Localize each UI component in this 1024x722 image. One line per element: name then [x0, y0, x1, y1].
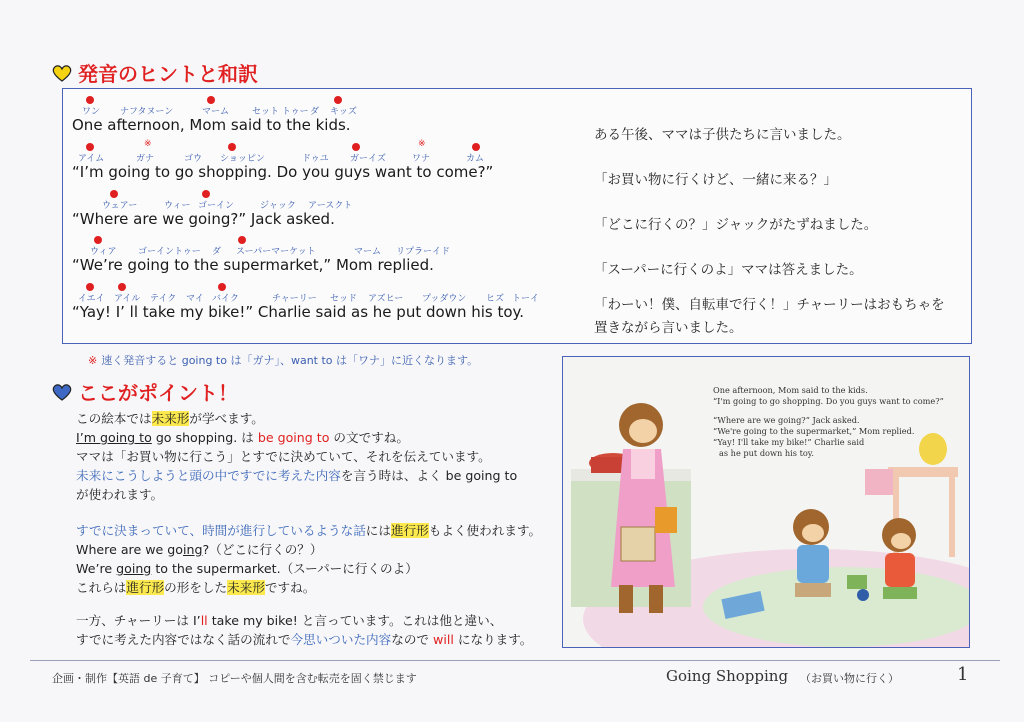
kana: ウィア	[90, 247, 117, 257]
japanese-translation: 「お買い物に行くけど、一緒に来る？」	[594, 172, 837, 188]
kana: ウェアー	[102, 201, 138, 211]
kana: ガーイズ	[350, 154, 386, 164]
kana: テイク	[150, 294, 177, 304]
kana: アイル	[114, 294, 141, 304]
sentence-row-5	[72, 283, 572, 327]
text: 一方、チャーリーは I’	[76, 613, 201, 628]
point-line-4	[76, 467, 517, 485]
note-mark: ※	[88, 354, 98, 367]
kana-guide	[72, 104, 592, 116]
kana: マイ	[186, 294, 204, 304]
section-heading-pronunciation	[52, 58, 258, 87]
highlight-text: 進行形	[390, 523, 429, 538]
footer-title: Going Shopping	[666, 667, 789, 685]
section-title: 発音のヒントと和訳	[78, 62, 258, 86]
highlight-text: 進行形	[126, 580, 165, 595]
caption-line: “We're going to the supermarket,” Mom replied.	[713, 426, 915, 436]
stress-dot	[86, 283, 94, 291]
stress-dot	[118, 283, 126, 291]
underlined-text: ing	[182, 542, 203, 557]
caption-line: One afternoon, Mom said to the kids.	[713, 385, 868, 395]
stress-dot	[472, 143, 480, 151]
stress-dot	[228, 143, 236, 151]
stress-dot	[202, 190, 210, 198]
blue-heart-icon	[52, 383, 72, 401]
note-mark: ※	[418, 139, 426, 149]
kana-guide	[72, 244, 592, 256]
stress-dot	[218, 283, 226, 291]
text: We’re	[76, 561, 117, 576]
text: go shopping. は	[151, 430, 258, 445]
kana: セッド	[330, 294, 358, 304]
kana: プッダウン	[422, 294, 467, 304]
kana: ジャック	[260, 201, 296, 211]
sentence-row-1	[72, 96, 592, 140]
stress-dots	[72, 236, 592, 244]
kana: ヒズ	[486, 294, 505, 304]
kana: リプラーイド	[396, 247, 451, 257]
kana: スーパーマーケット	[236, 247, 316, 257]
stress-dots	[72, 96, 592, 104]
pronunciation-note	[88, 352, 478, 368]
kana: ダ	[310, 107, 320, 117]
point-line-7	[76, 541, 322, 559]
sentence-row-2	[72, 139, 592, 187]
kana: ナフタヌーン	[120, 107, 174, 117]
kana: ゴウ	[184, 154, 203, 164]
kana-guide	[72, 151, 592, 163]
page-number: 1	[957, 664, 969, 685]
red-text: will	[433, 632, 454, 647]
stress-dot	[334, 96, 342, 104]
text: もよく使われます。	[428, 523, 542, 538]
blue-text: 今思いついた内容	[290, 632, 392, 647]
text: ですね。	[264, 580, 316, 595]
point-line-10	[76, 612, 502, 630]
kana: ガナ	[136, 154, 155, 164]
stress-dot	[86, 96, 94, 104]
yellow-heart-icon	[52, 64, 72, 82]
red-text: ll	[200, 613, 208, 628]
kana: マーム	[202, 107, 230, 117]
japanese-translation: 「スーパーに行くのよ」ママは答えました。	[594, 262, 863, 278]
kana: イエイ	[78, 294, 105, 304]
note-text: 速く発音すると going to は「ガナ」、want to は「ワナ」に近くなります。	[101, 354, 479, 367]
kana: ゴーイントゥー	[138, 247, 201, 257]
point-line-2	[76, 429, 409, 447]
kana: キッズ	[330, 107, 357, 117]
kana: セット トゥー	[252, 107, 309, 117]
kana: ワナ	[412, 154, 431, 164]
section-heading-point	[52, 377, 238, 406]
stress-dot	[352, 143, 360, 151]
point-line-8	[76, 560, 418, 578]
stress-dots	[72, 283, 572, 291]
footer-divider	[30, 660, 1000, 661]
kana: ショッピン	[220, 154, 265, 164]
japanese-translation: 「わーい！僕、自転車で行く！」チャーリーはおもちゃを	[594, 297, 945, 313]
kana: バイク	[212, 294, 239, 304]
text: になります。	[453, 632, 533, 647]
kana: ダ	[212, 247, 222, 257]
red-text: be going to	[257, 430, 330, 445]
text: なので	[391, 632, 434, 647]
stress-dots	[72, 190, 592, 198]
point-line-9	[76, 579, 315, 597]
illustration-caption	[713, 385, 944, 459]
japanese-translation: 「どこに行くの？」ジャックがたずねました。	[594, 217, 878, 233]
english-sentence: One afternoon, Mom said to the kids.	[72, 116, 351, 134]
text: Where are we go	[76, 542, 183, 557]
caption-line: “I'm going to go shopping. Do you guys want to come?”	[713, 396, 944, 406]
caption-line: as he put down his toy.	[719, 448, 814, 458]
kana: アイム	[78, 154, 105, 164]
text: を言う時は、よく be going to	[340, 468, 518, 483]
kana: ウィー	[164, 201, 191, 211]
point-line-1	[76, 410, 264, 428]
kana: トーイ	[512, 294, 540, 304]
kana-guide	[72, 291, 572, 303]
footer-subtitle: （お買い物に行く）	[800, 672, 899, 685]
english-sentence: “I’m going to go shopping. Do you guys want to come?”	[72, 163, 494, 181]
text: to the supermarket.（スーパーに行くのよ）	[151, 561, 418, 576]
text: の形をした	[164, 580, 228, 595]
point-line-6	[76, 522, 541, 540]
kana: アズヒー	[368, 294, 404, 304]
point-line-5: が使われます。	[76, 487, 164, 502]
caption-line: “Where are we going?” Jack asked.	[713, 415, 860, 425]
kana: マーム	[354, 247, 382, 257]
blue-text: 未来にこうしようと頭の中ですでに考えた内容	[76, 468, 341, 483]
highlight-text: 未来形	[227, 580, 265, 595]
text: この絵本では	[76, 411, 152, 426]
japanese-translation: ある午後、ママは子供たちに言いました。	[594, 127, 851, 143]
kana: チャーリー	[272, 294, 317, 304]
underlined-text: going	[116, 561, 152, 576]
stress-dots	[72, 139, 592, 151]
text: が学べます。	[189, 411, 264, 426]
text: ?（どこに行くの？）	[202, 542, 323, 557]
sentence-row-3	[72, 190, 592, 234]
kana: アースクト	[308, 201, 353, 211]
english-sentence: “Where are we going?” Jack asked.	[72, 210, 335, 228]
english-sentence: “We’re going to the supermarket,” Mom replied.	[72, 256, 434, 274]
highlight-text: 未来形	[151, 411, 190, 426]
japanese-translation-cont: 置きながら言いました。	[594, 320, 743, 336]
kana: ワン	[82, 107, 101, 117]
story-illustration	[562, 356, 970, 648]
text: には	[365, 523, 391, 538]
text: の文ですね。	[329, 430, 409, 445]
stress-dot	[94, 236, 102, 244]
kana-guide	[72, 198, 592, 210]
text: これらは	[76, 580, 127, 595]
stress-dot	[207, 96, 215, 104]
kana: ゴーイン	[198, 201, 235, 211]
english-sentence: “Yay! I’ ll take my bike!” Charlie said as he put down his toy.	[72, 303, 525, 321]
text: すでに考えた内容ではなく話の流れで	[76, 632, 291, 647]
stress-dot	[238, 236, 246, 244]
stress-dot	[110, 190, 118, 198]
point-line-11	[76, 631, 532, 649]
point-line-3: ママは「お買い物に行こう」とすでに決めていて、それを伝えています。	[76, 449, 491, 464]
caption-line: “Yay! I'll take my bike!” Charlie said	[713, 437, 865, 447]
text: take my bike! と言っています。これは他と違い、	[207, 613, 503, 628]
blue-text: すでに決まっていて、時間が進行しているような話	[76, 523, 366, 538]
kana: ドゥユ	[302, 154, 329, 164]
kana: カム	[466, 154, 485, 164]
stress-dot	[86, 143, 94, 151]
note-mark: ※	[144, 139, 152, 149]
sentence-row-4	[72, 236, 592, 280]
footer-credit: 企画・制作【英語 de 子育て】 コピーや個人間を含む転売を固く禁じます	[52, 672, 417, 685]
section-title: ここがポイント！	[78, 381, 238, 405]
underlined-text: I’m going to	[76, 430, 152, 445]
